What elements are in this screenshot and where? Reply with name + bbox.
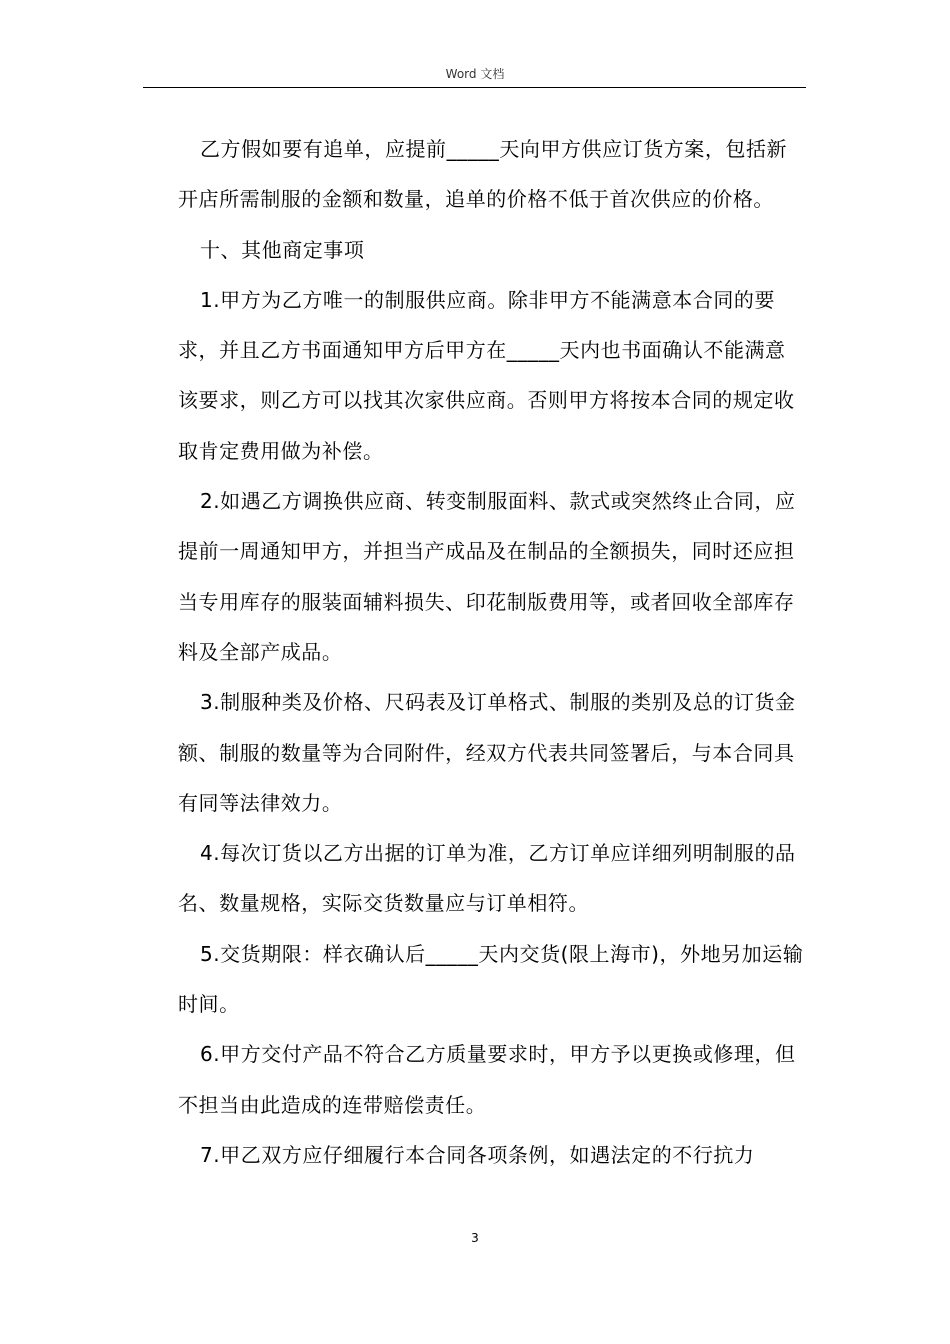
section-heading-other-matters: 十、其他商定事项: [200, 237, 365, 262]
clause-1: 1.甲方为乙方唯一的制服供应商。除非甲方不能满意本合同的要求，并且乙方书面通知甲方后甲方在_____天内也书面确认不能满意该要求，则乙方可以找其次家供应商。否则甲方将按本合同的规定收取肯定费用做为补偿。: [178, 287, 795, 463]
clause-7: 7.甲乙双方应仔细履行本合同各项条例，如遇法定的不行抗力: [200, 1142, 755, 1167]
document-body: [178, 124, 806, 1180]
page-number: 3: [471, 1231, 479, 1245]
clause-5: 5.交货期限：样衣确认后_____天内交货(限上海市)，外地另加运输时间。: [178, 941, 804, 1017]
paragraph-reorder-clause: 乙方假如要有追单，应提前_____天向甲方供应订货方案，包括新开店所需制服的金额和数量，追单的价格不低于首次供应的价格。: [178, 137, 788, 212]
clause-4: 4.每次订货以乙方出据的订单为准，乙方订单应详细列明制服的品名、数量规格，实际交货数量应与订单相符。: [178, 841, 796, 916]
clause-3: 3.制服种类及价格、尺码表及订单格式、制服的类别及总的订货金额、制服的数量等为合同附件，经双方代表共同签署后，与本合同具有同等法律效力。: [178, 690, 796, 815]
clause-2: 2.如遇乙方调换供应商、转变制服面料、款式或突然终止合同，应提前一周通知甲方，并担当产成品及在制品的全额损失，同时还应担当专用库存的服装面辅料损失、印花制版费用等，或者回收全部库存料及全部产成品。: [178, 489, 796, 664]
header-divider: [143, 87, 806, 88]
clause-6: 6.甲方交付产品不符合乙方质量要求时，甲方予以更换或修理，但不担当由此造成的连带赔偿责任。: [178, 1042, 796, 1117]
page-header: Word 文档: [445, 67, 505, 81]
